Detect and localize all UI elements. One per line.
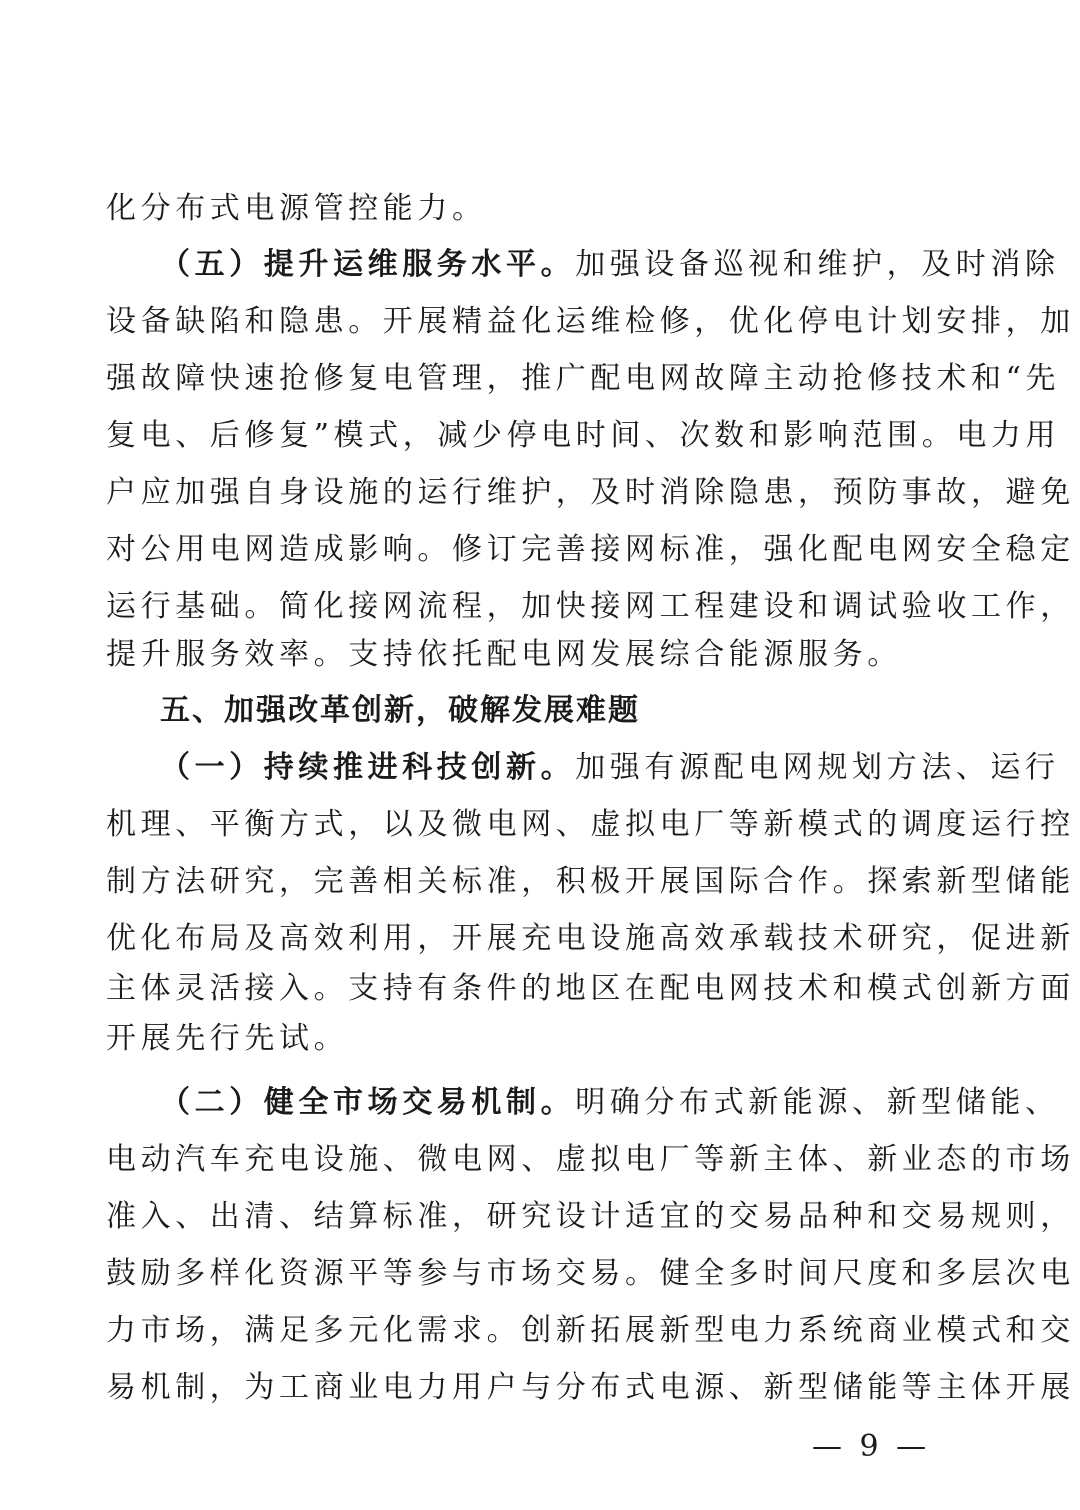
- text-line: 户应加强自身设施的运行维护，及时消除隐患，预防事故，避免: [106, 475, 1075, 510]
- paragraph-one-first-line: [160, 741, 1060, 795]
- text-line: 准入、出清、结算标准，研究设计适宜的交易品种和交易规则，: [106, 1199, 1075, 1234]
- text-line: 开展先行先试。: [106, 1021, 349, 1056]
- text-line: 主体灵活接入。支持有条件的地区在配电网技术和模式创新方面: [106, 971, 1075, 1006]
- text-line: 化分布式电源管控能力。: [106, 191, 487, 226]
- text-line: 设备缺陷和隐患。开展精益化运维检修，优化停电计划安排，加: [106, 304, 1075, 339]
- text-line: 易机制，为工商业电力用户与分布式电源、新型储能等主体开展: [106, 1370, 1075, 1405]
- paragraph-lead: （五）提升运维服务水平。: [160, 247, 576, 282]
- text-line: 复电、后修复”模式，减少停电时间、次数和影响范围。电力用: [106, 418, 1061, 453]
- text-line: 制方法研究，完善相关标准，积极开展国际合作。探索新型储能: [106, 864, 1075, 899]
- section-heading: 五、加强改革创新，破解发展难题: [160, 693, 640, 728]
- text-line: 机理、平衡方式，以及微电网、虚拟电厂等新模式的调度运行控: [106, 807, 1075, 842]
- text-line: 鼓励多样化资源平等参与市场交易。健全多时间尺度和多层次电: [106, 1256, 1075, 1291]
- text-line: 优化布局及高效利用，开展充电设施高效承载技术研究，促进新: [106, 921, 1075, 956]
- text-line: 运行基础。简化接网流程，加快接网工程建设和调试验收工作，: [106, 589, 1075, 624]
- paragraph-text: 加强有源配电网规划方法、运行: [575, 750, 1060, 785]
- text-line: 对公用电网造成影响。修订完善接网标准，强化配电网安全稳定: [106, 532, 1075, 567]
- text-line: 强故障快速抢修复电管理，推广配电网故障主动抢修技术和“先: [106, 361, 1061, 396]
- paragraph-lead: （一）持续推进科技创新。: [160, 750, 576, 785]
- page-number: — 9 —: [812, 1429, 931, 1464]
- paragraph-five-first-line: [160, 238, 1060, 292]
- paragraph-text: 明确分布式新能源、新型储能、: [575, 1085, 1060, 1120]
- paragraph-text: 加强设备巡视和维护，及时消除: [575, 247, 1060, 282]
- text-line: 提升服务效率。支持依托配电网发展综合能源服务。: [106, 637, 902, 672]
- paragraph-two-first-line: [160, 1076, 1060, 1130]
- text-line: 电动汽车充电设施、微电网、虚拟电厂等新主体、新业态的市场: [106, 1142, 1075, 1177]
- text-line: 力市场，满足多元化需求。创新拓展新型电力系统商业模式和交: [106, 1313, 1075, 1348]
- paragraph-lead: （二）健全市场交易机制。: [160, 1085, 576, 1120]
